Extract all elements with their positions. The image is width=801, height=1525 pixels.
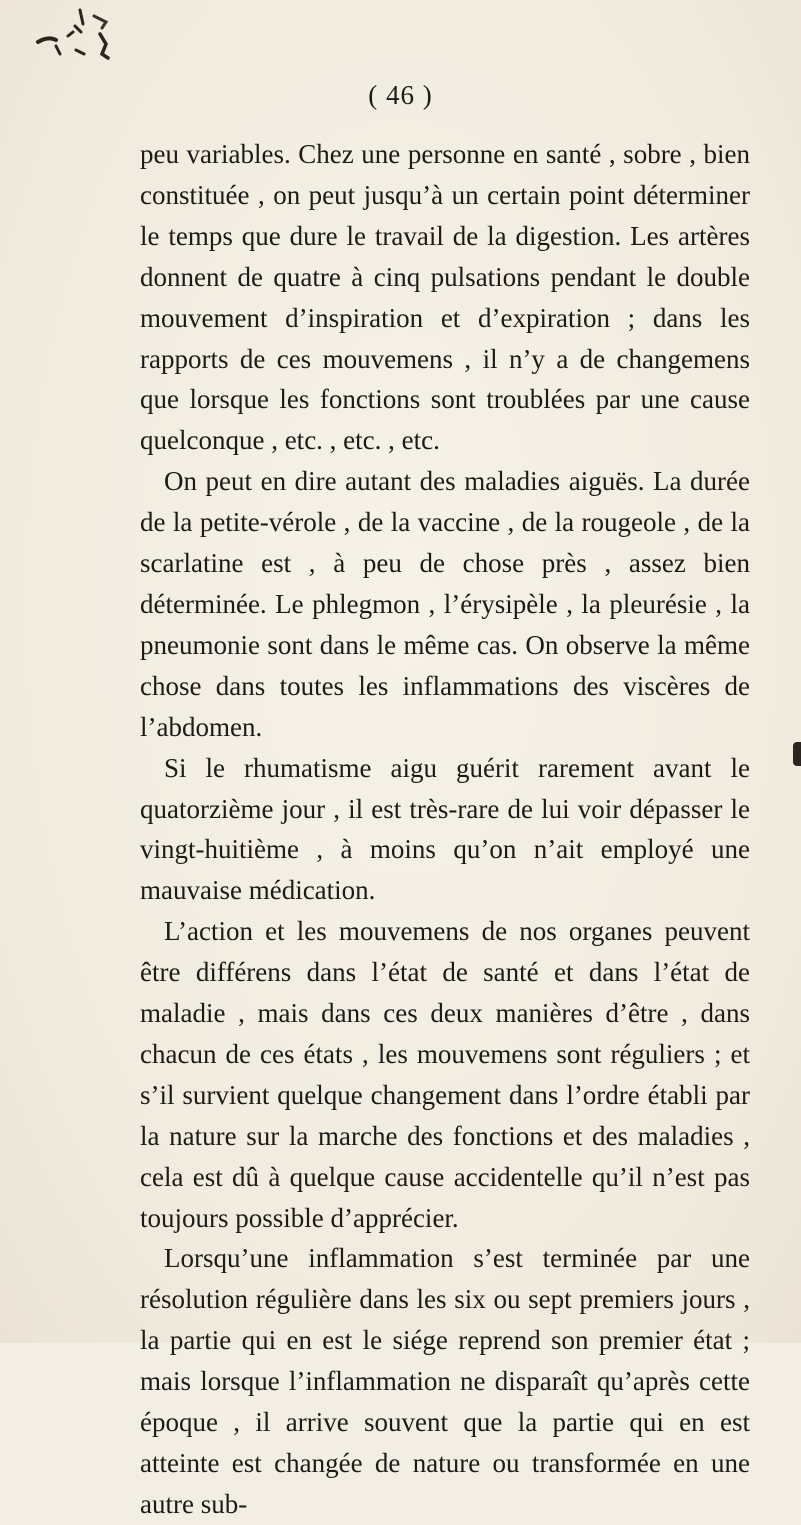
page-number: ( 46 ) <box>368 80 433 110</box>
paragraph-3: Si le rhumatisme aigu guérit rarement avant le quatorzième jour , il est très-rare de lui voir dépasser le vingt-huitième , à moins qu’on n’ait employé une mauvaise médication. <box>140 752 750 906</box>
page-edge-ink-spot <box>793 742 801 766</box>
paragraph-1: peu variables. Chez une personne en santé , sobre , bien constituée , on peut jusqu’à un certain point déterminer le temps que dure le travail de la digestion. Les artères donnent de quatre à cinq pulsations pendant le double mouvement d’inspiration et d’expiration ; dans les rapports de ces mouvemens , il n’y a de changemens que lorsque les fonctions sont troublées par une cause quelconque , etc. , etc. , etc. <box>140 139 750 456</box>
body-text <box>140 134 750 1525</box>
paragraph-2: On peut en dire autant des maladies aiguës. La durée de la petite-vérole , de la vaccine , de la rougeole , de la scarlatine est , à peu de chose près , assez bien déterminée. Le phlegmon , l’érysipèle , la pleurésie , la pneumonie sont dans le même cas. On observe la même chose dans toutes les inflammations des viscères de l’abdomen. <box>140 466 750 742</box>
margin-ink-marks <box>28 6 118 66</box>
paragraph-4: L’action et les mouvemens de nos organes peuvent être différens dans l’état de santé et dans l’état de maladie , mais dans ces deux manières d’être , dans chacun de ces états , les mouvemens sont réguliers ; et s’il survient quelque changement dans l’ordre établi par la nature sur la marche des fonctions et des maladies , cela est dû à quelque cause accidentelle qu’il n’est pas toujours possible d’apprécier. <box>140 916 750 1233</box>
paragraph-5: Lorsqu’une inflammation s’est terminée par une résolution régulière dans les six ou sept premiers jours , la partie qui en est le siége reprend son premier état ; mais lorsque l’inflammation ne disparaît qu’après cette époque , il arrive souvent que la partie qui en est atteinte est changée de nature ou transformée en une autre sub- <box>140 1243 750 1519</box>
